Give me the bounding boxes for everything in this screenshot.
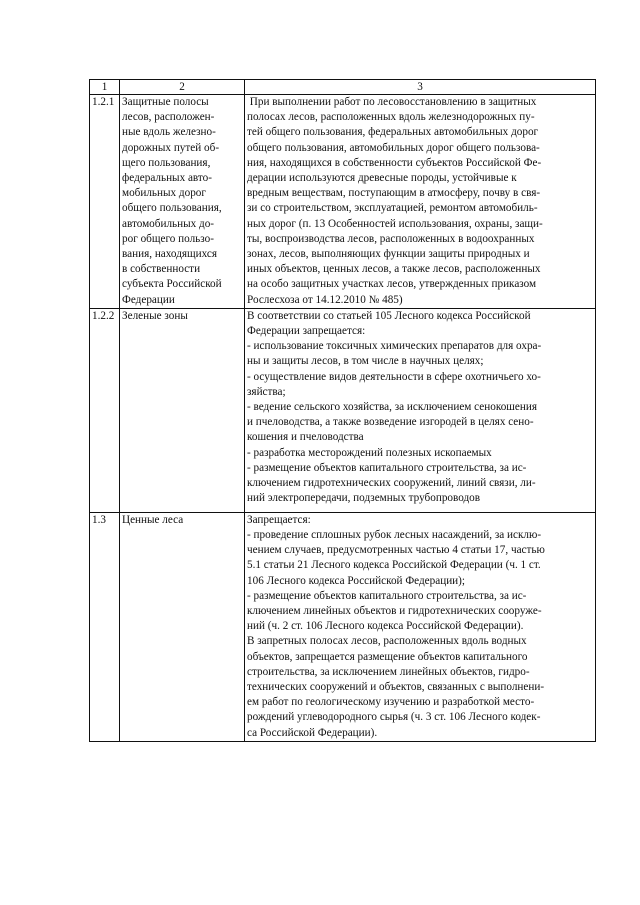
row-number: 1.2.1 — [90, 95, 120, 309]
row-name-line: лесов, расположен- — [122, 111, 215, 124]
row-text-line: объектов, запрещается размещение объектов капитального — [247, 650, 528, 663]
row-text-line: В запретных полосах лесов, расположенных вдоль водных — [247, 635, 527, 648]
row-text-line: - размещение объектов капитального строительства, за ис- — [247, 589, 527, 602]
row-text-line: ны и защиты лесов, в том числе в научных целях; — [247, 355, 484, 368]
table-row — [90, 308, 596, 512]
row-text-line: и пчеловодства, а также возведение изгородей в целях сено- — [247, 416, 534, 429]
row-text-line: 106 Лесного кодекса Российской Федерации); — [247, 574, 465, 587]
row-text-line: ния, находящихся в собственности субъектов Российской Фе- — [247, 156, 542, 169]
table-header — [90, 80, 596, 95]
row-text — [245, 308, 596, 512]
row-text-line: вредным веществам, поступающим в атмосферу, почву в свя- — [247, 187, 541, 200]
row-text-line: - размещение объектов капитального строительства, за ис- — [247, 461, 527, 474]
row-name-line: автомобильных до- — [122, 217, 215, 230]
row-name-line: общего пользования, — [122, 202, 222, 215]
row-text-line: 5.1 статьи 21 Лесного кодекса Российской Федерации (ч. 1 ст. — [247, 559, 541, 572]
row-text-line: зи со строительством, эксплуатацией, ремонтом автомобиль- — [247, 202, 538, 215]
row-text-line: ключением линейных объектов и гидротехнических сооруже- — [247, 605, 542, 618]
row-text-line: - проведение сплошных рубок лесных насаждений, за исклю- — [247, 529, 542, 542]
row-name-line: субъекта Российской — [122, 278, 222, 291]
row-text-line: зяйства; — [247, 385, 286, 398]
row-text-line: - использование токсичных химических препаратов для охра- — [247, 340, 542, 353]
table-row — [90, 95, 596, 309]
forest-restrictions-table — [89, 79, 596, 742]
row-text-line: ем работ по геологическому изучению и разработкой место- — [247, 696, 535, 709]
row-number: 1.3 — [90, 512, 120, 741]
row-text-line: При выполнении работ по лесовосстановлению в защитных — [247, 96, 537, 108]
row-name-line: рог общего пользо- — [122, 232, 214, 245]
row-text-line: дерации используются древесные породы, устойчивые к — [247, 172, 517, 185]
row-text-line: ний электропередачи, подземных трубопроводов — [247, 492, 481, 505]
table-row — [90, 512, 596, 741]
row-name — [120, 308, 245, 512]
row-text-line: зонах, лесов, выполняющих функции защиты природных и — [247, 248, 530, 261]
row-text-line: полосах лесов, расположенных вдоль железнодорожных пу- — [247, 111, 535, 124]
row-text-line: рождений углеводородного сырья (ч. 3 ст. 106 Лесного кодек- — [247, 711, 541, 724]
row-number: 1.2.2 — [90, 308, 120, 512]
row-text-line: технических сооружений и объектов, связанных с выполнени- — [247, 681, 545, 694]
row-name-line: щего пользования, — [122, 156, 211, 169]
row-name-line: ные вдоль железно- — [122, 126, 216, 139]
row-name-line: Зеленые зоны — [122, 309, 188, 322]
row-text-line: Рослесхоза от 14.12.2010 № 485) — [247, 293, 403, 306]
header-row — [90, 80, 596, 95]
row-text-line: - разработка месторождений полезных ископаемых — [247, 446, 492, 459]
row-name-line: федеральных авто- — [122, 172, 212, 185]
row-name-line: мобильных дорог — [122, 187, 206, 200]
row-text-line: чением случаев, предусмотренных частью 4 статьи 17, частью — [247, 544, 545, 557]
row-name-line: Ценные леса — [122, 513, 184, 526]
header-col-1: 1 — [90, 80, 120, 95]
table-body — [90, 95, 596, 742]
row-text-line: иных объектов, ценных лесов, а также лесов, расположенных — [247, 263, 541, 276]
row-text-line: общего пользования, автомобильных дорог общего пользова- — [247, 141, 540, 154]
row-name-line: в собственности — [122, 263, 201, 276]
row-name — [120, 512, 245, 741]
row-name-line: Защитные полосы — [122, 96, 209, 108]
row-text-line: - осуществление видов деятельности в сфере охотничьего хо- — [247, 370, 541, 383]
row-text-line: кошения и пчеловодства — [247, 431, 364, 444]
row-name-line: Федерации — [122, 293, 175, 306]
row-name-line: вания, находящихся — [122, 248, 218, 261]
row-text-line: Запрещается: — [247, 513, 311, 526]
row-name-line: дорожных путей об- — [122, 141, 220, 154]
row-text-line: на особо защитных участках лесов, утвержденных приказом — [247, 278, 537, 291]
header-col-2: 2 — [120, 80, 245, 95]
row-text-line: ных дорог (п. 13 Особенностей использования, охраны, защи- — [247, 217, 543, 230]
header-col-3: 3 — [245, 80, 596, 95]
row-text — [245, 95, 596, 309]
row-text-line: ний (ч. 2 ст. 106 Лесного кодекса Российской Федерации). — [247, 620, 524, 633]
row-text-line: Федерации запрещается: — [247, 325, 366, 338]
row-name — [120, 95, 245, 309]
row-text-line: ключением гидротехнических сооружений, линий связи, ли- — [247, 477, 536, 490]
row-text-line: тей общего пользования, федеральных автомобильных дорог — [247, 126, 539, 139]
row-text-line: В соответствии со статьей 105 Лесного кодекса Российской — [247, 309, 531, 322]
row-text-line: - ведение сельского хозяйства, за исключением сенокошения — [247, 401, 537, 414]
row-text-line: ты, воспроизводства лесов, расположенных в водоохранных — [247, 232, 535, 245]
row-text-line: строительства, за исключением линейных объектов, гидро- — [247, 665, 530, 678]
row-text — [245, 512, 596, 741]
row-text-line: са Российской Федерации). — [247, 726, 378, 739]
